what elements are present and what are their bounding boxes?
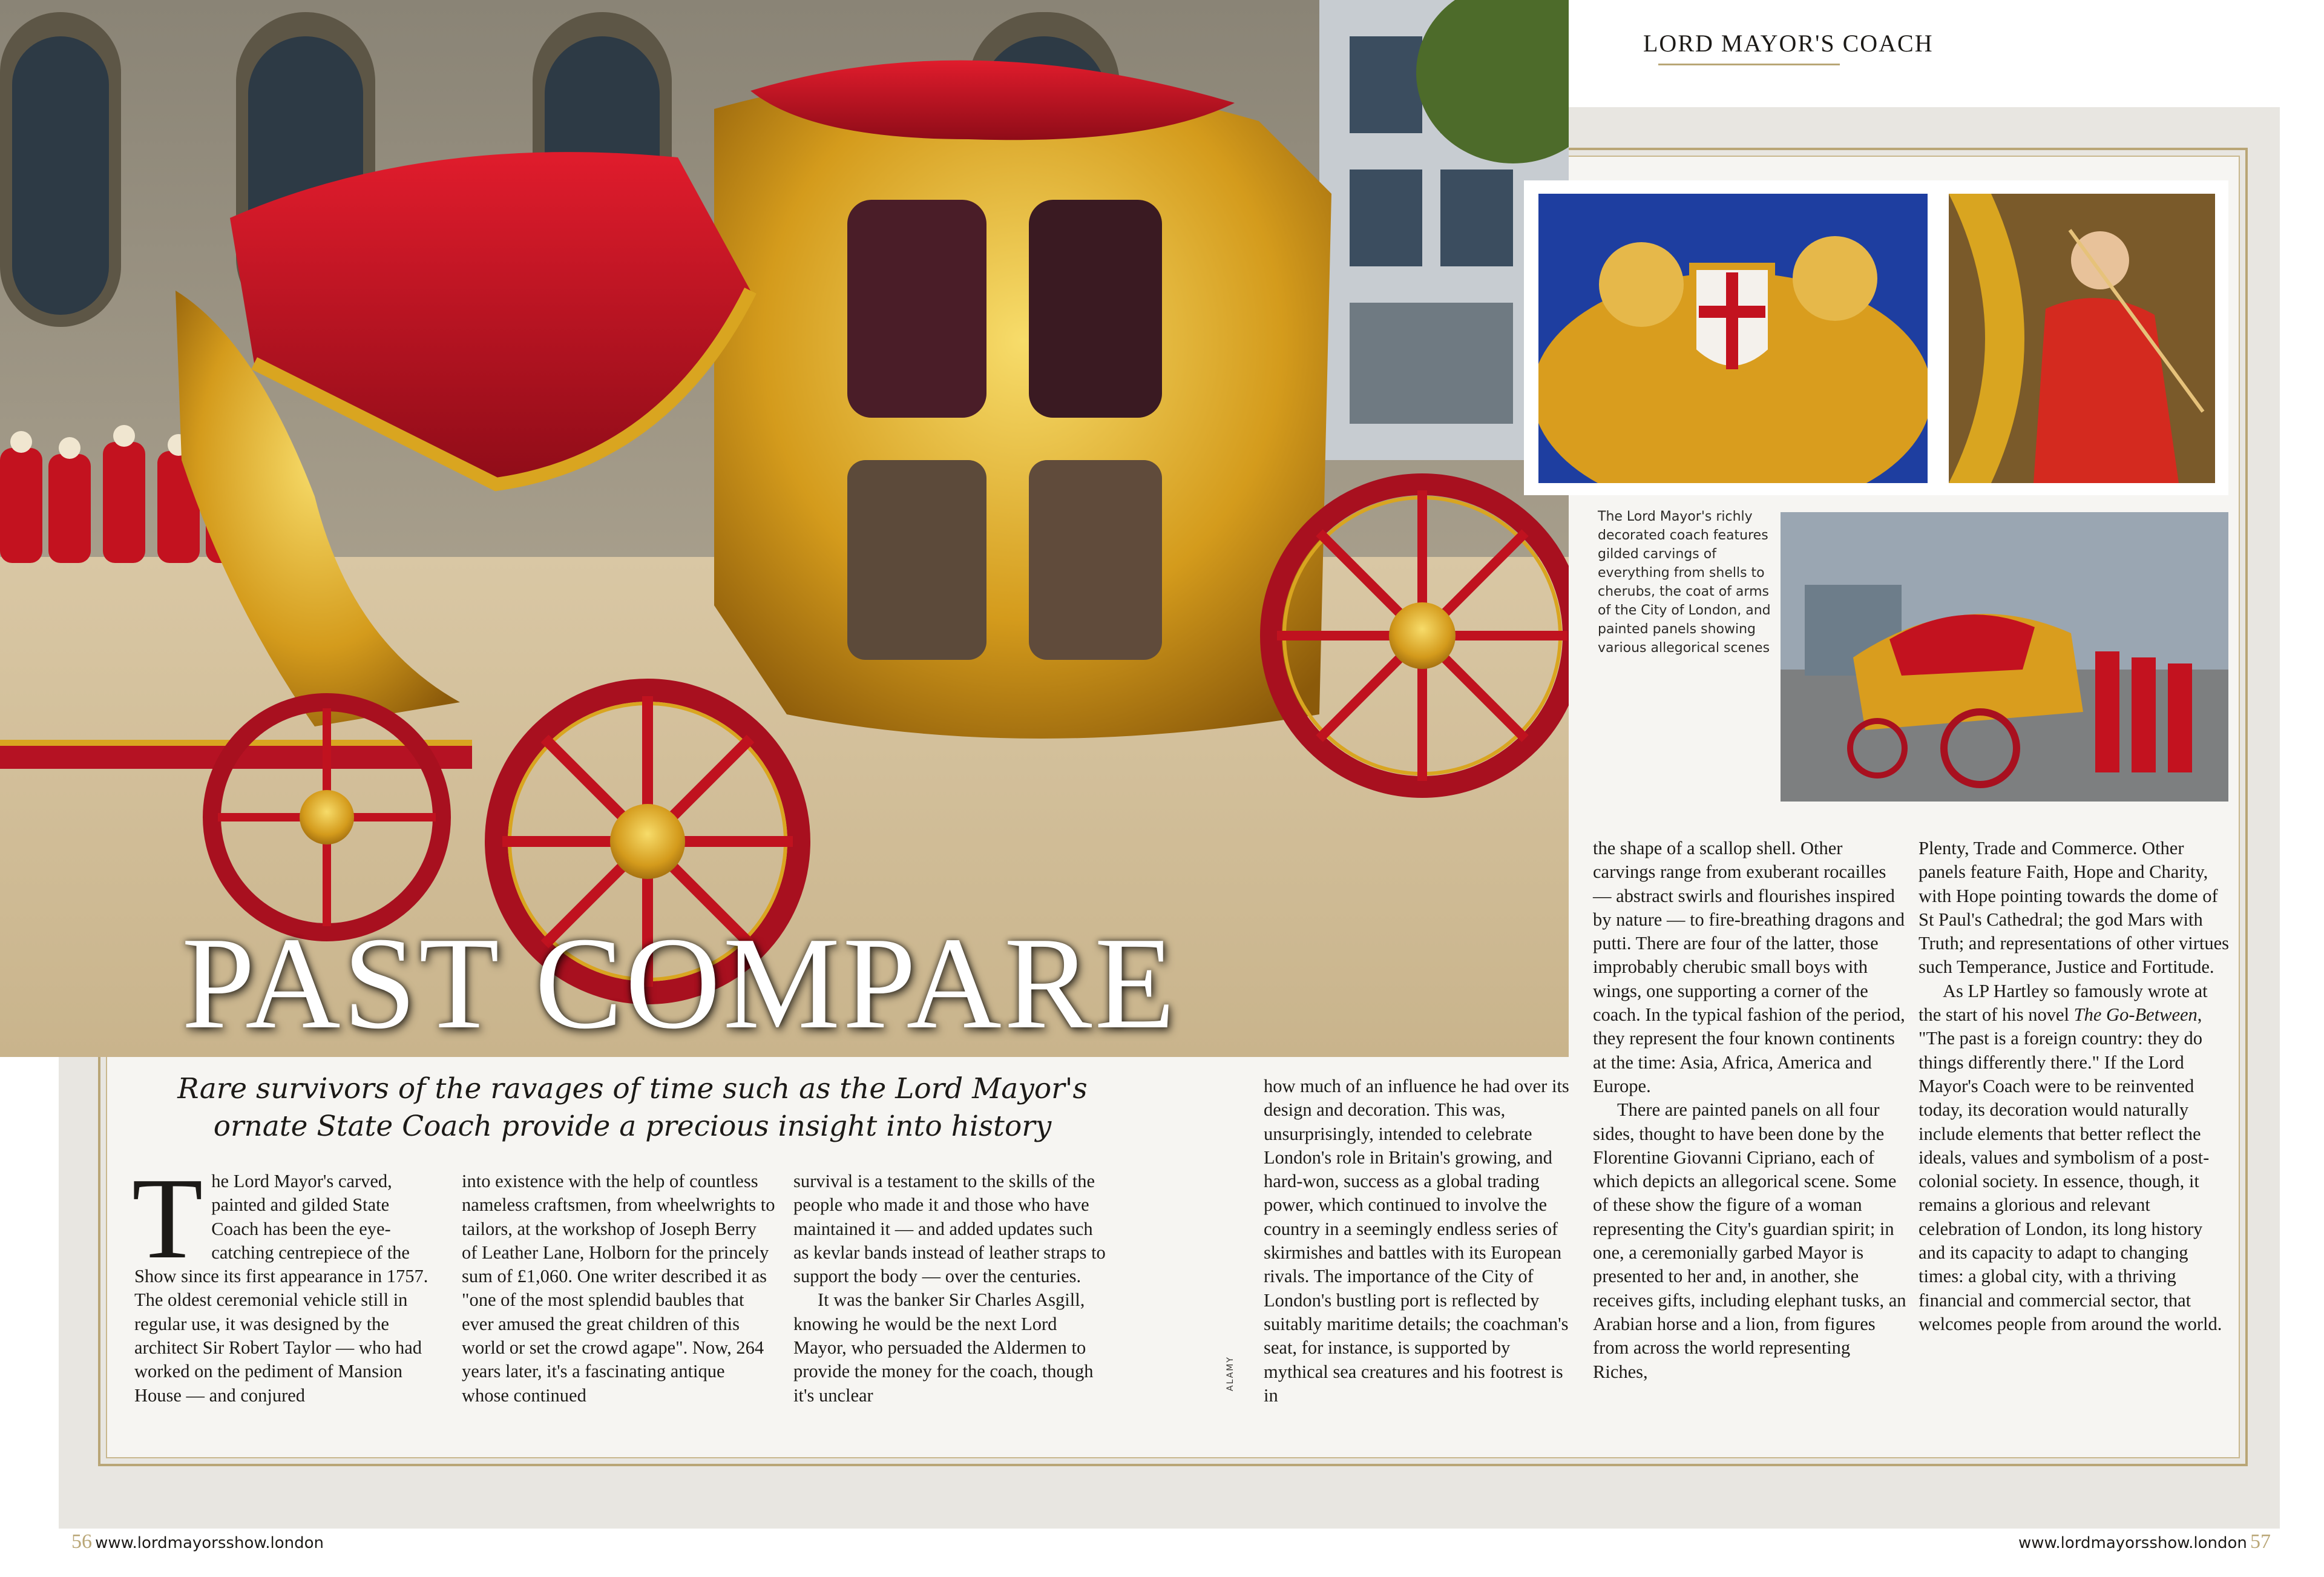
hero-coach-photo — [0, 0, 1569, 1057]
paragraph: As LP Hartley so famously wrote at the start of his novel The Go-Between, "The past is a foreign country: they do things differently there." If the Lord Mayor's Coach were to be reinvented today, its decoration would naturally include elements that better reflect the ideals, values and symbolism of a post-colonial society. In essence, though, it remains a glorious and relevant celebration of London, its long history and its capacity to adapt to changing times: a global city, with a thriving financial and commercial sector, that welcomes people from around the world. — [1919, 980, 2222, 1334]
footer-url-right[interactable]: www.lordmayorsshow.london — [2018, 1534, 2247, 1552]
footer-right — [2018, 1530, 2271, 1553]
photo-caption: The Lord Mayor's richly decorated coach features gilded carvings of everything from shells to cherubs, the coat of arms of the City of London, and painted panels showing various allegorical scenes — [1598, 509, 1771, 656]
article-column-5 — [1593, 837, 1908, 1384]
article-column-2 — [462, 1170, 776, 1407]
standfirst: Rare survivors of the ravages of time such as the Lord Mayor's ornate State Coach provide a precious insight into history — [177, 1072, 1088, 1143]
article-column-3 — [793, 1170, 1108, 1407]
paragraph: he Lord Mayor's carved, painted and gilded State Coach has been the eye-catching centrepiece of the Show since its first appearance in 1757. The oldest ceremonial vehicle still in regular use, it was designed by the architect Sir Robert Taylor — who had worked on the pediment of Mansion House — and conjured — [134, 1171, 428, 1406]
paragraph: It was the banker Sir Charles Asgill, knowing he would be the next Lord Mayor, who persuaded the Aldermen to provide the money for the coach, though it's unclear — [793, 1289, 1094, 1406]
book-title: The Go-Between — [2073, 1004, 2198, 1026]
article-column-4 — [1264, 1075, 1578, 1407]
article-column-6 — [1919, 837, 2233, 1336]
page-number-left: 56 — [71, 1530, 92, 1553]
drop-cap: T — [132, 1154, 203, 1283]
paragraph: There are painted panels on all four sides, thought to have been done by the Florentine Giovanni Cipriano, each of which depicts an allegorical scene. Some of these show the figure of a woman representing the City's guardian spirit; in one, a ceremonially garbed Mayor is presented to her and, in another, she receives gifts, including elephant tusks, an Arabian horse and a lion, from figures from across the world representing Riches, — [1593, 1099, 1906, 1382]
article-column-1 — [132, 1154, 437, 1407]
footer-left — [71, 1530, 324, 1553]
page-number-right: 57 — [2250, 1530, 2271, 1553]
footer-url-left[interactable]: www.lordmayorsshow.london — [95, 1534, 324, 1552]
paragraph: Plenty, Trade and Commerce. Other panels feature Faith, Hope and Charity, with Hope pointing towards the dome of St Paul's Cathedral; the god Mars with Truth; and representations of other virtues such Temperance, Justice and Fortitude. — [1919, 838, 2230, 978]
photo-credit: ALAMY — [1226, 1356, 1235, 1391]
running-head-rule — [1658, 64, 1840, 65]
running-head: LORD MAYOR'S COACH — [1643, 30, 1934, 57]
cherubs-coat-of-arms-photo — [1538, 194, 1928, 483]
paragraph: how much of an influence he had over its design and decoration. This was, unsurprisingly, intended to celebrate London's role in Britain's growing, and hard-won, success as a global trading power, which continued to involve the country in a seemingly endless series of skirmishes and battles with its European rivals. The importance of the City of London's bustling port is reflected by suitably maritime details; the coachman's seat, for instance, is supported by mythical sea creatures and his footrest is in — [1264, 1076, 1569, 1406]
paragraph: the shape of a scallop shell. Other carvings range from exuberant rocailles — abstract swirls and flourishes inspired by nature — to fire-breathing dragons and putti. There are four of the latter, those improbably cherubic small boys with wings, one supporting a corner of the coach. In the typical fashion of the period, they represent the four known continents at the time: Asia, Africa, America and Europe. — [1593, 838, 1905, 1096]
paragraph: survival is a testament to the skills of the people who made it and those who have maintained it — and added updates such as kevlar bands instead of leather straps to support the body — over the centuries. — [793, 1171, 1106, 1287]
procession-photo — [1781, 512, 2228, 802]
allegorical-panel-photo — [1949, 194, 2215, 483]
article-title: PAST COMPARE — [182, 910, 1178, 1056]
paragraph: into existence with the help of countless nameless craftsmen, from wheelwrights to tailors, at the workshop of Joseph Berry of Leather Lane, Holborn for the princely sum of £1,060. One writer described it as "one of the most splendid baubles that ever amused the great children of this world or set the crowd agape". Now, 264 years later, it's a fascinating antique whose continued — [462, 1171, 775, 1406]
